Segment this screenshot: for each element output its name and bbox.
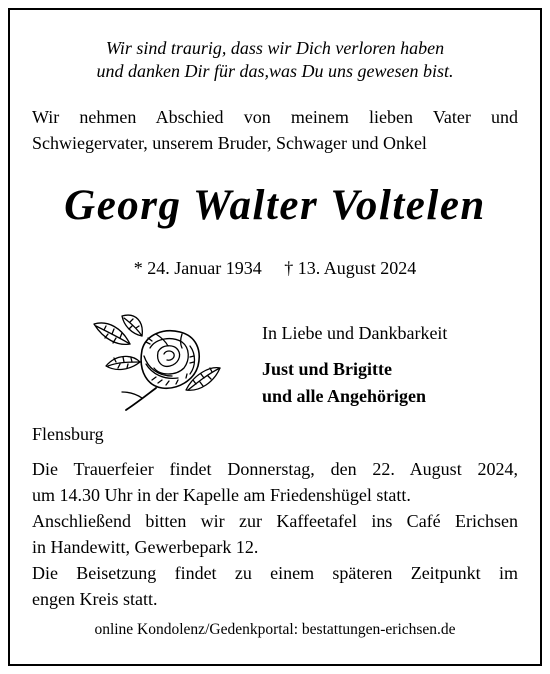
place: Flensburg bbox=[32, 424, 104, 444]
mourners-line-1: Just und Brigitte bbox=[262, 359, 393, 379]
service-line-2: um 14.30 Uhr in der Kapelle am Friedenshügel statt. bbox=[32, 485, 411, 505]
life-dates: * 24. Januar 1934 † 13. August 2024 bbox=[133, 258, 417, 278]
intro-line-1: Wir nehmen Abschied von meinem lieben Vater und bbox=[32, 107, 518, 127]
motto-line-1: Wir sind traurig, dass wir Dich verloren haben bbox=[105, 38, 445, 58]
motto-line-2: und danken Dir für das,was Du uns gewesen bist. bbox=[96, 61, 454, 81]
condolence-portal-link[interactable]: online Kondolenz/Gedenkportal: bestattungen-erichsen.de bbox=[94, 621, 456, 638]
rose-icon bbox=[86, 310, 226, 412]
intro-line-2: Schwiegervater, unserem Bruder, Schwager und Onkel bbox=[32, 133, 427, 153]
mourners-line-2: und alle Angehörigen bbox=[262, 386, 427, 406]
service-line-1: Die Trauerfeier findet Donnerstag, den 22. August 2024, bbox=[32, 459, 518, 479]
service-line-5: Die Beisetzung findet zu einem späteren Zeitpunkt im bbox=[32, 563, 518, 583]
service-line-6: engen Kreis statt. bbox=[32, 589, 158, 609]
service-line-3: Anschließend bitten wir zur Kaffeetafel ins Café Erichsen bbox=[32, 511, 518, 531]
service-line-4: in Handewitt, Gewerbepark 12. bbox=[32, 537, 259, 557]
deceased-name: Georg Walter Voltelen bbox=[64, 182, 486, 229]
mourners-intro: In Liebe und Dankbarkeit bbox=[262, 323, 448, 343]
